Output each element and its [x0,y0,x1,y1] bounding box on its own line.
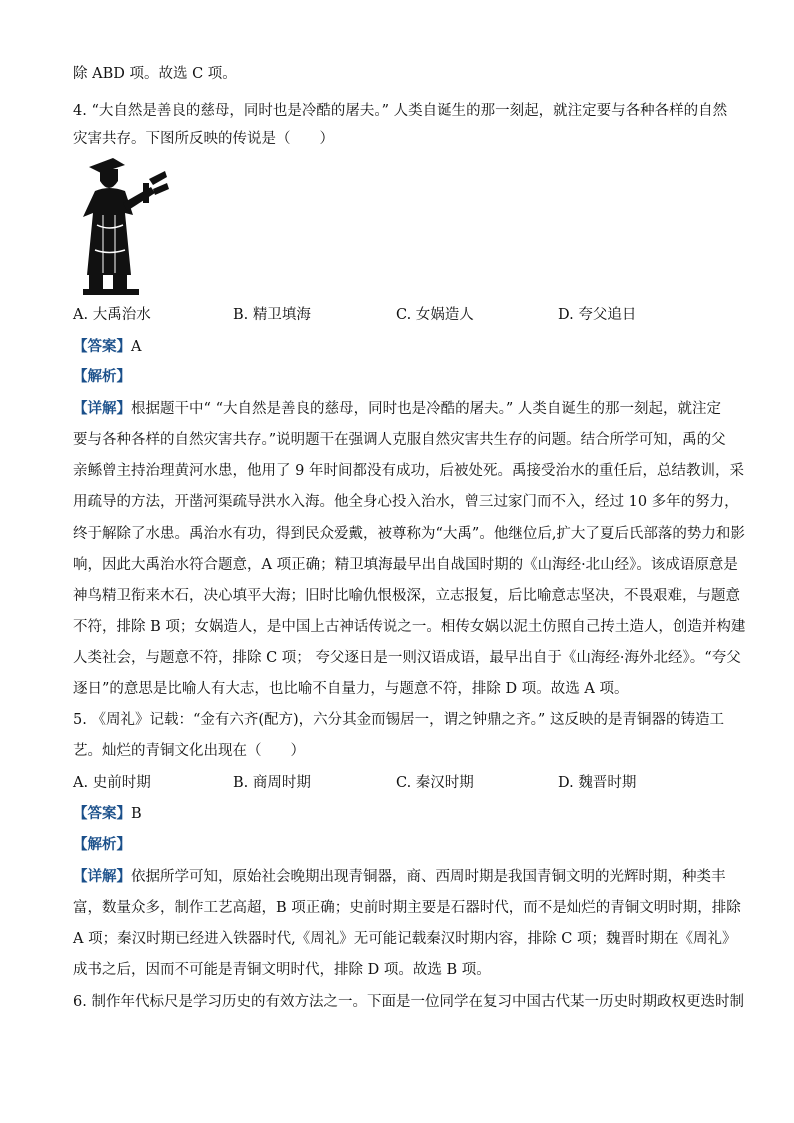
option-d[interactable]: D. 魏晋时期 [558,775,637,791]
da-yu-figure-image [73,155,173,300]
detail-line: 不符，排除 B 项；女娲造人，是中国上古神话传说之一。相传女娲以泥土仿照自己抟土造人，创造并构建 [73,619,746,635]
question-5-options [73,773,723,793]
question-4-stem: 4. “大自然是善良的慈母，同时也是冷酷的屠夫。” 人类自诞生的那一刻起，就注定要与各种各样的自然 [73,103,728,119]
option-a[interactable]: A. 大禹治水 [73,307,151,323]
answer-line [73,804,142,824]
answer-value: B [131,806,142,822]
option-d[interactable]: D. 夸父追日 [558,307,637,323]
option-a[interactable]: A. 史前时期 [73,775,151,791]
option-c[interactable]: C. 女娲造人 [396,307,474,323]
detail-line: 人类社会，与题意不符，排除 C 项； 夸父逐日是一则汉语成语，最早出自于《山海经·海外北经》。“夸父 [73,650,741,666]
text-line: 除 ABD 项。故选 C 项。 [73,66,237,82]
analysis-tag: 【解析】 [73,836,131,853]
question-5-stem-cont: 艺。灿烂的青铜文化出现在（ ） [73,743,305,759]
question-5-stem: 5. 《周礼》记载：“金有六齐(配方)，六分其金而锡居一，谓之钟鼎之齐。” 这反映的是青铜器的铸造工 [73,712,724,728]
question-4-stem-cont: 灾害共存。下图所反映的传说是（ ） [73,131,334,147]
option-b[interactable]: B. 精卫填海 [233,307,311,323]
detail-line: 成书之后，因而不可能是青铜文明时代，排除 D 项。故选 B 项。 [73,962,491,978]
answer-tag: 【答案】 [73,338,131,355]
option-b[interactable]: B. 商周时期 [233,775,311,791]
detail-line: 终于解除了水患。禹治水有功，得到民众爱戴，被尊称为“大禹”。他继位后,扩大了夏后氏部落的势力和影 [73,526,745,542]
option-c[interactable]: C. 秦汉时期 [396,775,474,791]
detail-tag: 【详解】 [73,400,132,417]
answer-tag: 【答案】 [73,805,131,822]
detail-line: 【详解】根据题干中“ “大自然是善良的慈母，同时也是冷酷的屠夫。” 人类自诞生的那一刻起，就注定 [73,400,721,417]
answer-line [73,337,141,357]
detail-line: A 项；秦汉时期已经进入铁器时代,《周礼》无可能记载秦汉时期内容，排除 C 项；魏晋时期在《周礼》 [73,931,737,947]
detail-line: 亲鲧曾主持治理黄河水患，他用了 9 年时间都没有成功，后被处死。禹接受治水的重任后，总结教训，采 [73,463,744,479]
detail-line: 【详解】依据所学可知，原始社会晚期出现青铜器，商、西周时期是我国青铜文明的光辉时期，种类丰 [73,868,726,885]
analysis-tag: 【解析】 [73,368,131,385]
detail-tag: 【详解】 [73,868,131,885]
detail-line: 要与各种各样的自然灾害共存。”说明题干在强调人克服自然灾害共生存的问题。结合所学可知，禹的父 [73,432,726,448]
detail-line: 响，因此大禹治水符合题意，A 项正确；精卫填海最早出自战国时期的《山海经·北山经》。该成语原意是 [73,557,738,573]
detail-line: 用疏导的方法，开凿河渠疏导洪水入海。他全身心投入治水，曾三过家门而不入，经过 10 多年的努力， [73,494,739,510]
detail-line: 富，数量众多，制作工艺高超，B 项正确；史前时期主要是石器时代，而不是灿烂的青铜文明时期，排除 [73,900,741,916]
question-6-stem: 6. 制作年代标尺是学习历史的有效方法之一。下面是一位同学在复习中国古代某一历史时期政权更迭时制 [73,994,744,1010]
detail-line: 神鸟精卫衔来木石，决心填平大海；旧时比喻仇恨极深，立志报复，后比喻意志坚决，不畏艰难，与题意 [73,588,740,604]
answer-value: A [131,339,142,355]
question-4-options [73,305,723,325]
detail-line: 逐日”的意思是比喻人有大志，也比喻不自量力，与题意不符，排除 D 项。故选 A 项。 [73,681,629,697]
